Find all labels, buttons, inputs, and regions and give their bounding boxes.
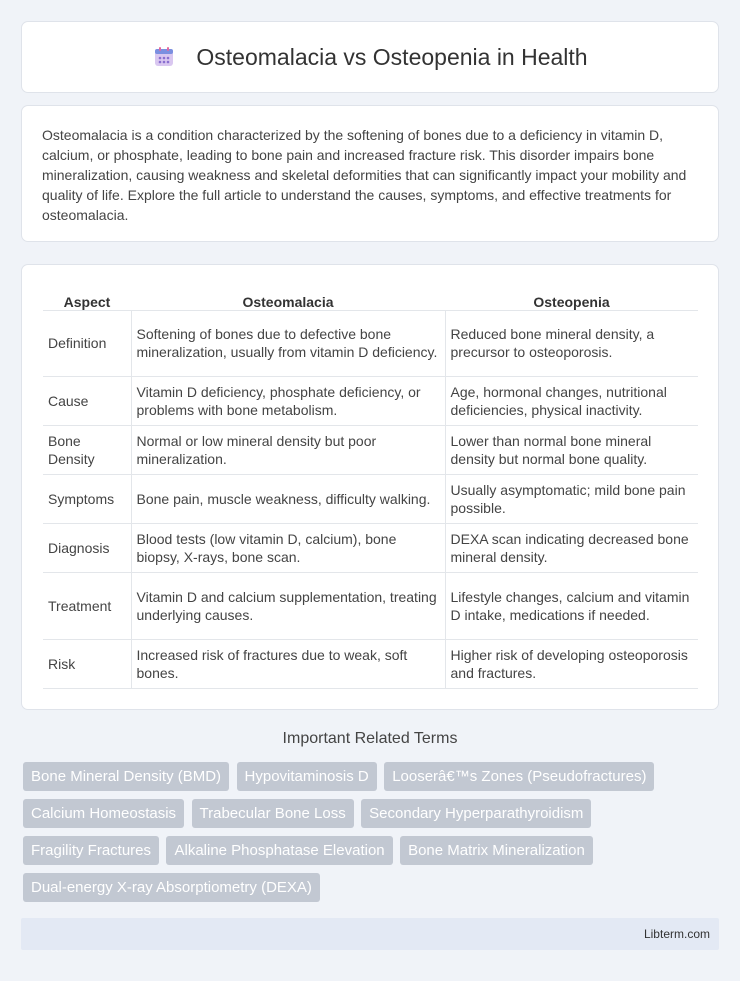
- row-aspect: Cause: [43, 376, 131, 425]
- row-osteopenia: Higher risk of developing osteoporosis and fractures.: [445, 639, 698, 688]
- related-term-tag[interactable]: Trabecular Bone Loss: [192, 799, 354, 828]
- row-osteomalacia: Bone pain, muscle weakness, difficulty walking.: [131, 474, 445, 523]
- row-osteomalacia: Increased risk of fractures due to weak, soft bones.: [131, 639, 445, 688]
- intro-text: Osteomalacia is a condition characterized by the softening of bones due to a deficiency in vitamin D, calcium, or phosphate, leading to bone pain and increased fracture risk. This disorder impairs bone mineralization, causing weakness and skeletal deformities that can significantly impact your mobility and quality of life. Explore the full article to understand the causes, symptoms, and effective treatments for osteomalacia.: [42, 127, 687, 223]
- related-term-tag[interactable]: Looserâ€™s Zones (Pseudofractures): [384, 762, 654, 791]
- row-aspect: Treatment: [43, 572, 131, 639]
- row-osteomalacia: Vitamin D and calcium supplementation, treating underlying causes.: [131, 572, 445, 639]
- row-osteopenia: Usually asymptomatic; mild bone pain possible.: [445, 474, 698, 523]
- table-row: [43, 425, 698, 474]
- table-row: [43, 376, 698, 425]
- row-osteopenia: DEXA scan indicating decreased bone mineral density.: [445, 523, 698, 572]
- row-aspect: Diagnosis: [43, 523, 131, 572]
- related-term-tag[interactable]: Bone Mineral Density (BMD): [23, 762, 229, 791]
- related-terms-title: Important Related Terms: [282, 730, 458, 747]
- row-osteomalacia: Blood tests (low vitamin D, calcium), bone biopsy, X-rays, bone scan.: [131, 523, 445, 572]
- table-header-row: [43, 285, 698, 310]
- footer-site-link[interactable]: Libterm.com: [643, 927, 710, 941]
- header-osteomalacia: Osteomalacia: [131, 285, 445, 310]
- row-aspect: Symptoms: [43, 474, 131, 523]
- row-osteopenia: Reduced bone mineral density, a precursor to osteoporosis.: [445, 310, 698, 376]
- row-osteopenia: Age, hormonal changes, nutritional deficiencies, physical inactivity.: [445, 376, 698, 425]
- row-aspect: Bone Density: [43, 425, 131, 474]
- related-term-tag[interactable]: Alkaline Phosphatase Elevation: [166, 836, 392, 865]
- comparison-card: [21, 264, 719, 710]
- related-term-tag[interactable]: Hypovitaminosis D: [237, 762, 377, 791]
- row-osteomalacia: Softening of bones due to defective bone mineralization, usually from vitamin D deficiency.: [131, 310, 445, 376]
- footer: [21, 918, 719, 950]
- table-row: [43, 639, 698, 688]
- row-osteomalacia: Vitamin D deficiency, phosphate deficiency, or problems with bone metabolism.: [131, 376, 445, 425]
- table-row: [43, 474, 698, 523]
- table-row: [43, 572, 698, 639]
- intro-card: [21, 105, 719, 242]
- row-osteopenia: Lifestyle changes, calcium and vitamin D intake, medications if needed.: [445, 572, 698, 639]
- row-osteopenia: Lower than normal bone mineral density but normal bone quality.: [445, 425, 698, 474]
- table-row: [43, 310, 698, 376]
- related-term-tag[interactable]: Calcium Homeostasis: [23, 799, 184, 828]
- row-aspect: Risk: [43, 639, 131, 688]
- related-terms-list: [23, 762, 723, 910]
- related-term-tag[interactable]: Dual-energy X-ray Absorptiometry (DEXA): [23, 873, 320, 902]
- related-term-tag[interactable]: Fragility Fractures: [23, 836, 159, 865]
- header-aspect: Aspect: [43, 285, 131, 310]
- related-term-tag[interactable]: Secondary Hyperparathyroidism: [361, 799, 591, 828]
- page-title: Osteomalacia vs Osteopenia in Health: [196, 43, 588, 70]
- related-term-tag[interactable]: Bone Matrix Mineralization: [400, 836, 593, 865]
- table-row: [43, 523, 698, 572]
- comparison-table: [43, 285, 698, 689]
- row-osteomalacia: Normal or low mineral density but poor mineralization.: [131, 425, 445, 474]
- calendar-icon: [152, 45, 176, 69]
- row-aspect: Definition: [43, 310, 131, 376]
- header-osteopenia: Osteopenia: [445, 285, 698, 310]
- header-card: [21, 21, 719, 93]
